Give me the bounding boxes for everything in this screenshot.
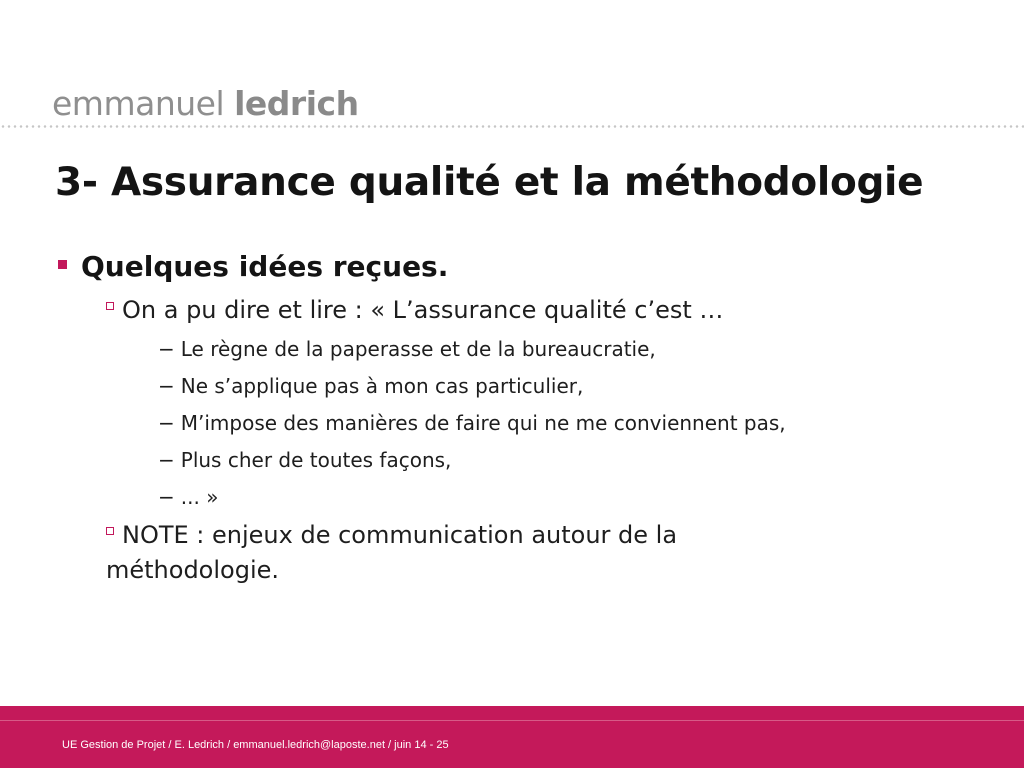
bullet-level3-text: Le règne de la paperasse et de la bureaucratie, — [180, 337, 656, 361]
footer-bar — [0, 706, 1024, 768]
bullet-level3-item — [158, 411, 786, 435]
bullet-level3-text: Ne s’applique pas à mon cas particulier, — [180, 374, 584, 398]
brand-logo — [52, 84, 359, 123]
dash-bullet-icon: − — [158, 448, 175, 472]
dash-bullet-icon: − — [158, 485, 175, 509]
bullet-level3-item — [158, 337, 656, 361]
brand-name-light: emmanuel — [52, 84, 235, 123]
bullet-level2-first — [106, 293, 826, 328]
hollow-square-bullet-icon — [106, 302, 114, 310]
bullet-level3-text: Plus cher de toutes façons, — [180, 448, 452, 472]
brand-name-bold: ledrich — [234, 84, 359, 123]
footer-text: UE Gestion de Projet / E. Ledrich / emmanuel.ledrich@laposte.net / juin 14 - 25 — [62, 739, 449, 751]
bullet-level2-second-text: NOTE : enjeux de communication autour de la méthodologie. — [106, 521, 678, 584]
bullet-level2-second — [106, 518, 826, 588]
bullet-level3-text: M’impose des manières de faire qui ne me conviennent pas, — [180, 411, 786, 435]
square-bullet-icon — [58, 260, 67, 269]
dash-bullet-icon: − — [158, 374, 175, 398]
hollow-square-bullet-icon — [106, 527, 114, 535]
bullet-level3-text: ... » — [180, 485, 219, 509]
dash-bullet-icon: − — [158, 411, 175, 435]
bullet-level1 — [58, 250, 448, 283]
bullet-level3-item — [158, 485, 218, 509]
dash-bullet-icon: − — [158, 337, 175, 361]
footer-divider-line — [0, 720, 1024, 721]
bullet-level3-item — [158, 448, 451, 472]
bullet-level2-first-text: On a pu dire et lire : « L’assurance qualité c’est … — [122, 296, 724, 324]
bullet-level3-item — [158, 374, 583, 398]
header-dotted-divider — [0, 125, 1024, 128]
bullet-level1-text: Quelques idées reçues. — [81, 250, 449, 283]
slide-title: 3- Assurance qualité et la méthodologie — [55, 160, 924, 205]
